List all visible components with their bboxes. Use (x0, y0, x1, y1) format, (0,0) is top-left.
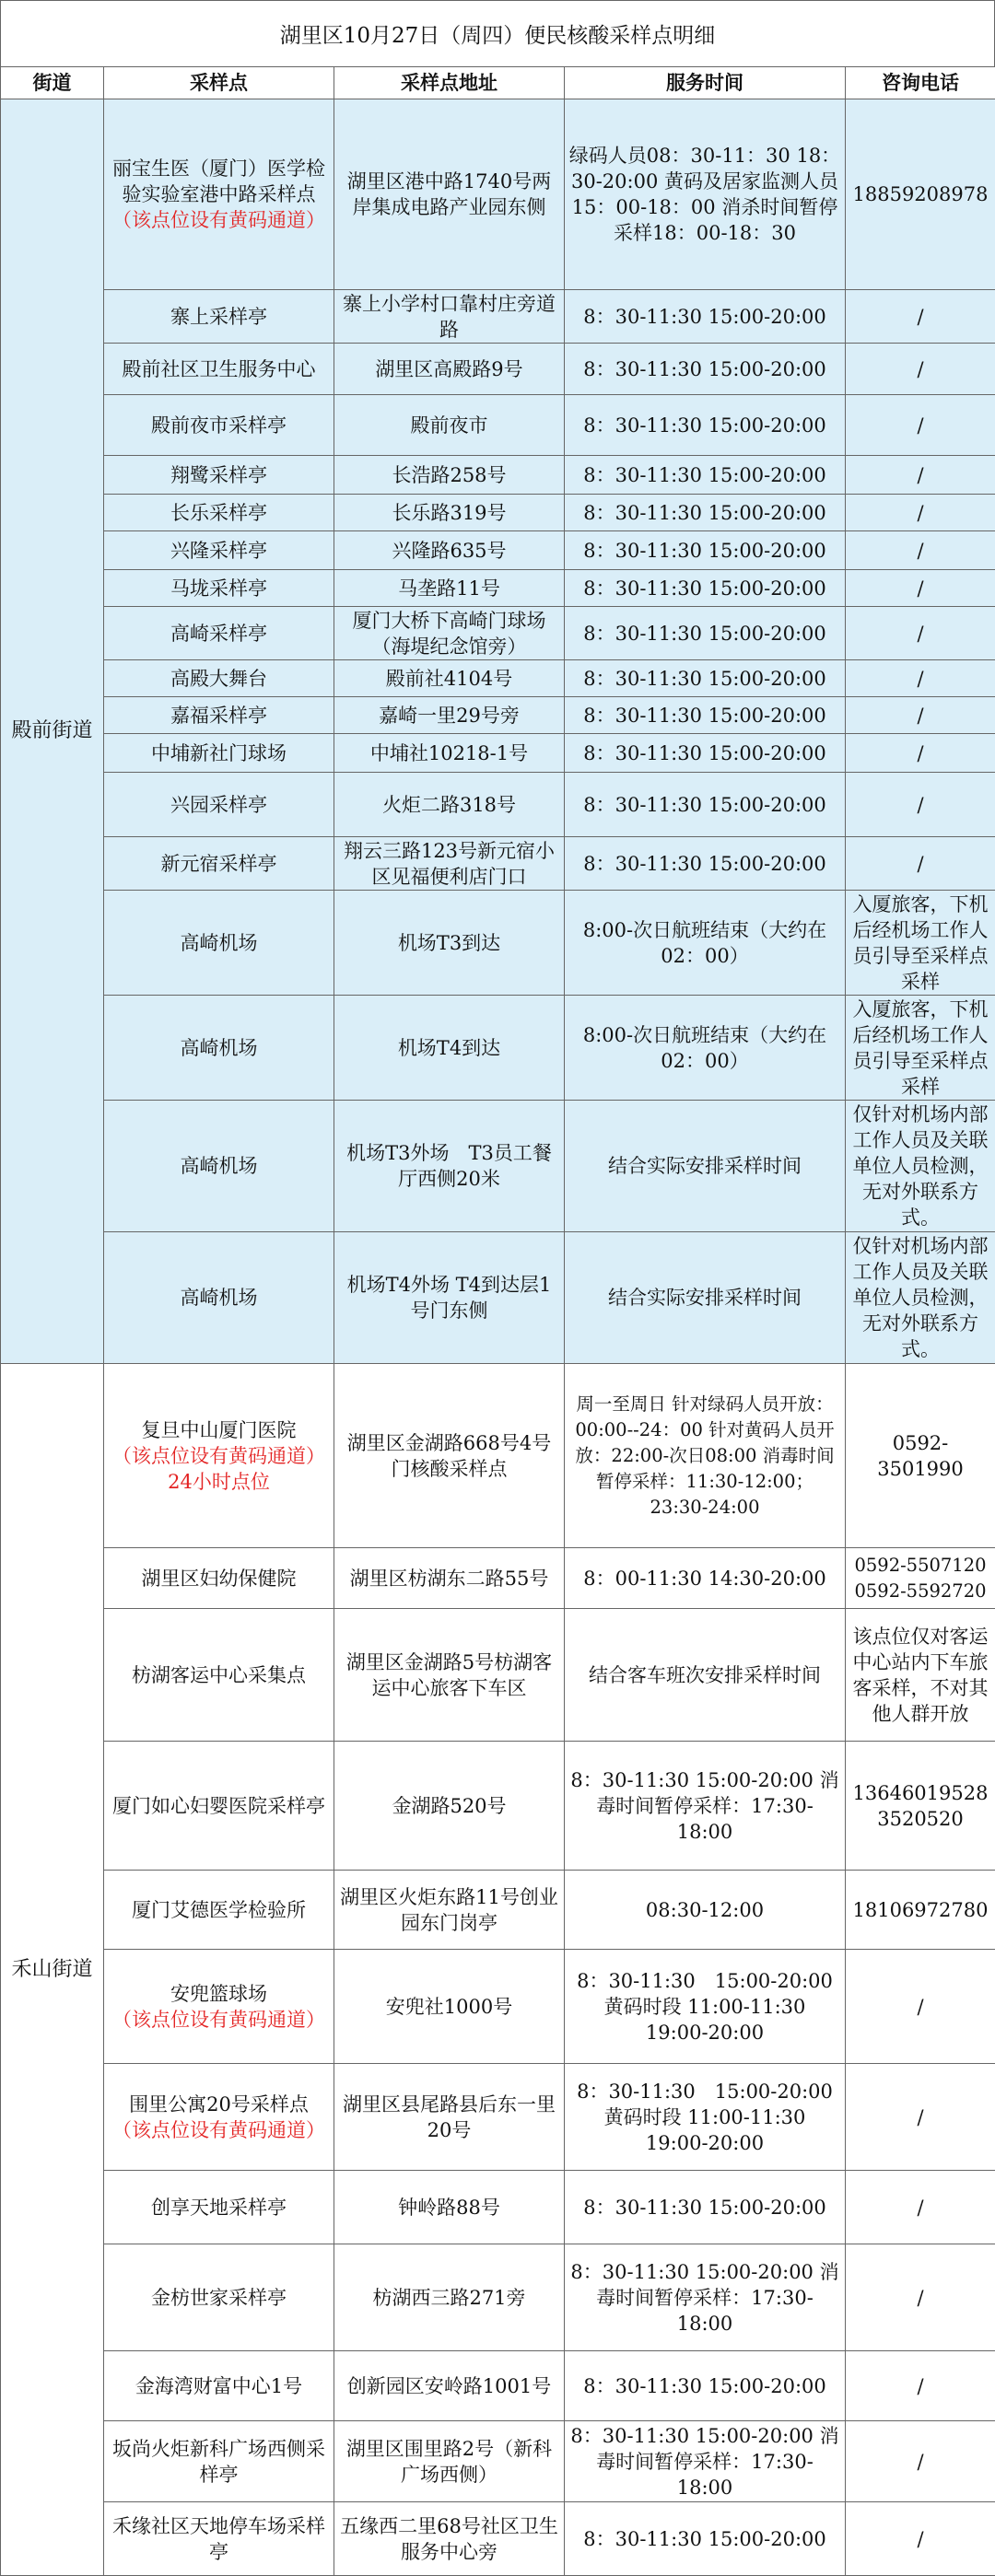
address-cell: 嘉崎一里29号旁 (334, 697, 565, 734)
table-row (1, 2171, 995, 2244)
address-cell: 厦门大桥下高崎门球场（海堤纪念馆旁） (334, 607, 565, 660)
col-street: 街道 (1, 67, 104, 99)
time-cell: 8：30-11:30 15:00-20:00 黄码时段 11:00-11:30 19:00-20:00 (565, 2064, 846, 2171)
phone-cell: 0592-5507120 0592-5592720 (846, 1548, 995, 1609)
phone-cell: / (846, 734, 995, 773)
time-cell: 8：30-11:30 15:00-20:00 (565, 734, 846, 773)
table-row (1, 1742, 995, 1871)
phone-cell: / (846, 1950, 995, 2064)
site-cell: 枋湖客运中心采集点 (104, 1609, 334, 1742)
address-cell: 湖里区金湖路5号枋湖客运中心旅客下车区 (334, 1609, 565, 1742)
site-cell: 寨上采样亭 (104, 290, 334, 344)
table-row (1, 456, 995, 495)
table-row (1, 2351, 995, 2421)
address-cell: 创新园区安岭路1001号 (334, 2351, 565, 2421)
address-cell: 殿前夜市 (334, 395, 565, 456)
address-cell: 湖里区火炬东路11号创业园东门岗亭 (334, 1871, 565, 1950)
phone-cell: / (846, 2064, 995, 2171)
phone-cell: 13646019528 3520520 (846, 1742, 995, 1871)
site-cell: 新元宿采样亭 (104, 837, 334, 891)
phone-cell: / (846, 456, 995, 495)
table-row (1, 2502, 995, 2576)
time-cell: 结合实际安排采样时间 (565, 1101, 846, 1232)
sampling-table (0, 66, 995, 2576)
address-cell: 马垄路11号 (334, 570, 565, 607)
table-row (1, 773, 995, 837)
time-cell: 8：30-11:30 15:00-20:00 (565, 531, 846, 570)
phone-cell: / (846, 344, 995, 395)
time-cell: 8：30-11:30 15:00-20:00 (565, 395, 846, 456)
24h-note: 24小时点位 (168, 1471, 270, 1493)
address-cell: 机场T3外场 T3员工餐厅西侧20米 (334, 1101, 565, 1232)
table-row (1, 1548, 995, 1609)
phone-cell: 18106972780 (846, 1871, 995, 1950)
address-cell: 中埔社10218-1号 (334, 734, 565, 773)
site-cell: 高崎机场 (104, 891, 334, 996)
time-cell: 8：30-11:30 15:00-20:00 (565, 607, 846, 660)
address-cell: 金湖路520号 (334, 1742, 565, 1871)
time-cell: 结合客车班次安排采样时间 (565, 1609, 846, 1742)
address-cell: 翔云三路123号新元宿小区见福便利店门口 (334, 837, 565, 891)
address-cell: 机场T3到达 (334, 891, 565, 996)
phone-cell: / (846, 697, 995, 734)
address-cell: 湖里区枋湖东二路55号 (334, 1548, 565, 1609)
col-phone: 咨询电话 (846, 67, 995, 99)
time-cell: 8：30-11:30 15:00-20:00 (565, 495, 846, 531)
site-cell: 高殿大舞台 (104, 660, 334, 697)
time-cell: 8：30-11:30 15:00-20:00 (565, 697, 846, 734)
table-row (1, 570, 995, 607)
site-cell: 兴园采样亭 (104, 773, 334, 837)
address-cell: 湖里区围里路2号（新科广场西侧） (334, 2421, 565, 2502)
time-cell: 8：30-11:30 15:00-20:00 消毒时间暂停采样：17:30-18:00 (565, 1742, 846, 1871)
address-cell: 寨上小学村口靠村庄旁道路 (334, 290, 565, 344)
address-cell: 兴隆路635号 (334, 531, 565, 570)
time-cell: 8：30-11:30 15:00-20:00 (565, 837, 846, 891)
table-row (1, 2244, 995, 2351)
col-time: 服务时间 (565, 67, 846, 99)
address-cell: 湖里区港中路1740号两岸集成电路产业园东侧 (334, 99, 565, 290)
site-cell: 长乐采样亭 (104, 495, 334, 531)
table-row (1, 607, 995, 660)
district-cell: 禾山街道 (1, 1364, 104, 2576)
address-cell: 火炬二路318号 (334, 773, 565, 837)
table-row (1, 99, 995, 290)
time-cell: 8：30-11:30 15:00-20:00 (565, 570, 846, 607)
phone-cell: / (846, 2171, 995, 2244)
site-cell: 复旦中山厦门医院 （该点位设有黄码通道） 24小时点位 (104, 1364, 334, 1548)
phone-cell: 入厦旅客，下机后经机场工作人员引导至采样点采样 (846, 891, 995, 996)
table-row (1, 2064, 995, 2171)
site-cell: 安兜篮球场 （该点位设有黄码通道） (104, 1950, 334, 2064)
yellow-channel-note: （该点位设有黄码通道） (112, 2009, 325, 2031)
phone-cell: 该点位仅对客运中心站内下车旅客采样，不对其他人群开放 (846, 1609, 995, 1742)
site-cell: 殿前夜市采样亭 (104, 395, 334, 456)
site-cell: 中埔新社门球场 (104, 734, 334, 773)
col-site: 采样点 (104, 67, 334, 99)
phone-cell: 18859208978 (846, 99, 995, 290)
time-cell: 8：30-11:30 15:00-20:00 (565, 456, 846, 495)
yellow-channel-note: （该点位设有黄码通道） (112, 2119, 325, 2141)
site-cell: 兴隆采样亭 (104, 531, 334, 570)
table-row (1, 1609, 995, 1742)
time-cell: 8:00-次日航班结束（大约在02：00） (565, 891, 846, 996)
time-cell: 8：30-11:30 15:00-20:00 黄码时段 11:00-11:30 19:00-20:00 (565, 1950, 846, 2064)
table-row (1, 837, 995, 891)
phone-cell: / (846, 290, 995, 344)
site-cell: 高崎机场 (104, 1232, 334, 1364)
time-cell: 8：30-11:30 15:00-20:00 (565, 344, 846, 395)
phone-cell: / (846, 531, 995, 570)
site-cell: 高崎采样亭 (104, 607, 334, 660)
table-row (1, 2421, 995, 2502)
table-row (1, 1232, 995, 1364)
site-cell: 禾缘社区天地停车场采样亭 (104, 2502, 334, 2576)
site-cell: 高崎机场 (104, 1101, 334, 1232)
phone-cell: / (846, 2502, 995, 2576)
address-cell: 五缘西二里68号社区卫生服务中心旁 (334, 2502, 565, 2576)
address-cell: 机场T4到达 (334, 996, 565, 1101)
phone-cell: / (846, 570, 995, 607)
site-cell: 翔鹭采样亭 (104, 456, 334, 495)
table-row (1, 734, 995, 773)
table-row (1, 996, 995, 1101)
time-cell: 结合实际安排采样时间 (565, 1232, 846, 1364)
site-cell: 湖里区妇幼保健院 (104, 1548, 334, 1609)
address-cell: 枋湖西三路271旁 (334, 2244, 565, 2351)
table-row (1, 495, 995, 531)
table-row (1, 1364, 995, 1548)
table-row (1, 290, 995, 344)
table-row (1, 891, 995, 996)
time-cell: 绿码人员08：30-11：30 18：30-20:00 黄码及居家监测人员15：00-18：00 消杀时间暂停采样18：00-18：30 (565, 99, 846, 290)
address-cell: 长乐路319号 (334, 495, 565, 531)
address-cell: 殿前社4104号 (334, 660, 565, 697)
site-cell: 丽宝生医（厦门）医学检验实验室港中路采样点 （该点位设有黄码通道） (104, 99, 334, 290)
site-cell: 坂尚火炬新科广场西侧采样亭 (104, 2421, 334, 2502)
time-cell: 8：30-11:30 15:00-20:00 (565, 290, 846, 344)
col-address: 采样点地址 (334, 67, 565, 99)
time-cell: 8：30-11:30 15:00-20:00 (565, 2171, 846, 2244)
time-cell: 8：30-11:30 15:00-20:00 (565, 773, 846, 837)
yellow-channel-note: （该点位设有黄码通道） (112, 1445, 325, 1467)
phone-cell: / (846, 773, 995, 837)
table-row (1, 660, 995, 697)
site-cell: 金海湾财富中心1号 (104, 2351, 334, 2421)
time-cell: 8:00-次日航班结束（大约在02：00） (565, 996, 846, 1101)
phone-cell: / (846, 495, 995, 531)
time-cell: 8：30-11:30 15:00-20:00 消毒时间暂停采样：17:30-18:00 (565, 2421, 846, 2502)
phone-cell: / (846, 660, 995, 697)
table-row (1, 1950, 995, 2064)
time-cell: 8：30-11:30 15:00-20:00 消毒时间暂停采样：17:30-18:00 (565, 2244, 846, 2351)
address-cell: 机场T4外场 T4到达层1号门东侧 (334, 1232, 565, 1364)
time-cell: 08:30-12:00 (565, 1871, 846, 1950)
address-cell: 湖里区县尾路县后东一里20号 (334, 2064, 565, 2171)
time-cell: 8：00-11:30 14:30-20:00 (565, 1548, 846, 1609)
time-cell: 8：30-11:30 15:00-20:00 (565, 2351, 846, 2421)
site-cell: 殿前社区卫生服务中心 (104, 344, 334, 395)
page-title: 湖里区10月27日（周四）便民核酸采样点明细 (0, 0, 995, 66)
site-cell: 创享天地采样亭 (104, 2171, 334, 2244)
site-cell: 厦门如心妇婴医院采样亭 (104, 1742, 334, 1871)
address-cell: 钟岭路88号 (334, 2171, 565, 2244)
phone-cell: / (846, 2244, 995, 2351)
site-cell: 围里公寓20号采样点 （该点位设有黄码通道） (104, 2064, 334, 2171)
table-row (1, 697, 995, 734)
site-cell: 厦门艾德医学检验所 (104, 1871, 334, 1950)
phone-cell: 仅针对机场内部工作人员及关联单位人员检测，无对外联系方式。 (846, 1232, 995, 1364)
table-row (1, 344, 995, 395)
address-cell: 长浩路258号 (334, 456, 565, 495)
phone-cell: / (846, 395, 995, 456)
phone-cell: / (846, 2421, 995, 2502)
table-row (1, 1101, 995, 1232)
time-cell: 8：30-11:30 15:00-20:00 (565, 2502, 846, 2576)
phone-cell: / (846, 837, 995, 891)
address-cell: 湖里区金湖路668号4号门核酸采样点 (334, 1364, 565, 1548)
phone-cell: 仅针对机场内部工作人员及关联单位人员检测，无对外联系方式。 (846, 1101, 995, 1232)
header-row (1, 67, 995, 99)
site-cell: 金枋世家采样亭 (104, 2244, 334, 2351)
table-row (1, 531, 995, 570)
table-row (1, 395, 995, 456)
site-cell: 马垅采样亭 (104, 570, 334, 607)
time-cell: 周一至周日 针对绿码人员开放：00:00--24：00 针对黄码人员开放：22:00-次日08:00 消毒时间暂停采样：11:30-12:00；23:30-24:00 (565, 1364, 846, 1548)
phone-cell: / (846, 2351, 995, 2421)
address-cell: 湖里区高殿路9号 (334, 344, 565, 395)
phone-cell: / (846, 607, 995, 660)
site-cell: 高崎机场 (104, 996, 334, 1101)
table-row (1, 1871, 995, 1950)
district-cell: 殿前街道 (1, 99, 104, 1364)
phone-cell: 0592-3501990 (846, 1364, 995, 1548)
address-cell: 安兜社1000号 (334, 1950, 565, 2064)
phone-cell: 入厦旅客，下机后经机场工作人员引导至采样点采样 (846, 996, 995, 1101)
yellow-channel-note: （该点位设有黄码通道） (112, 209, 325, 231)
time-cell: 8：30-11:30 15:00-20:00 (565, 660, 846, 697)
site-cell: 嘉福采样亭 (104, 697, 334, 734)
